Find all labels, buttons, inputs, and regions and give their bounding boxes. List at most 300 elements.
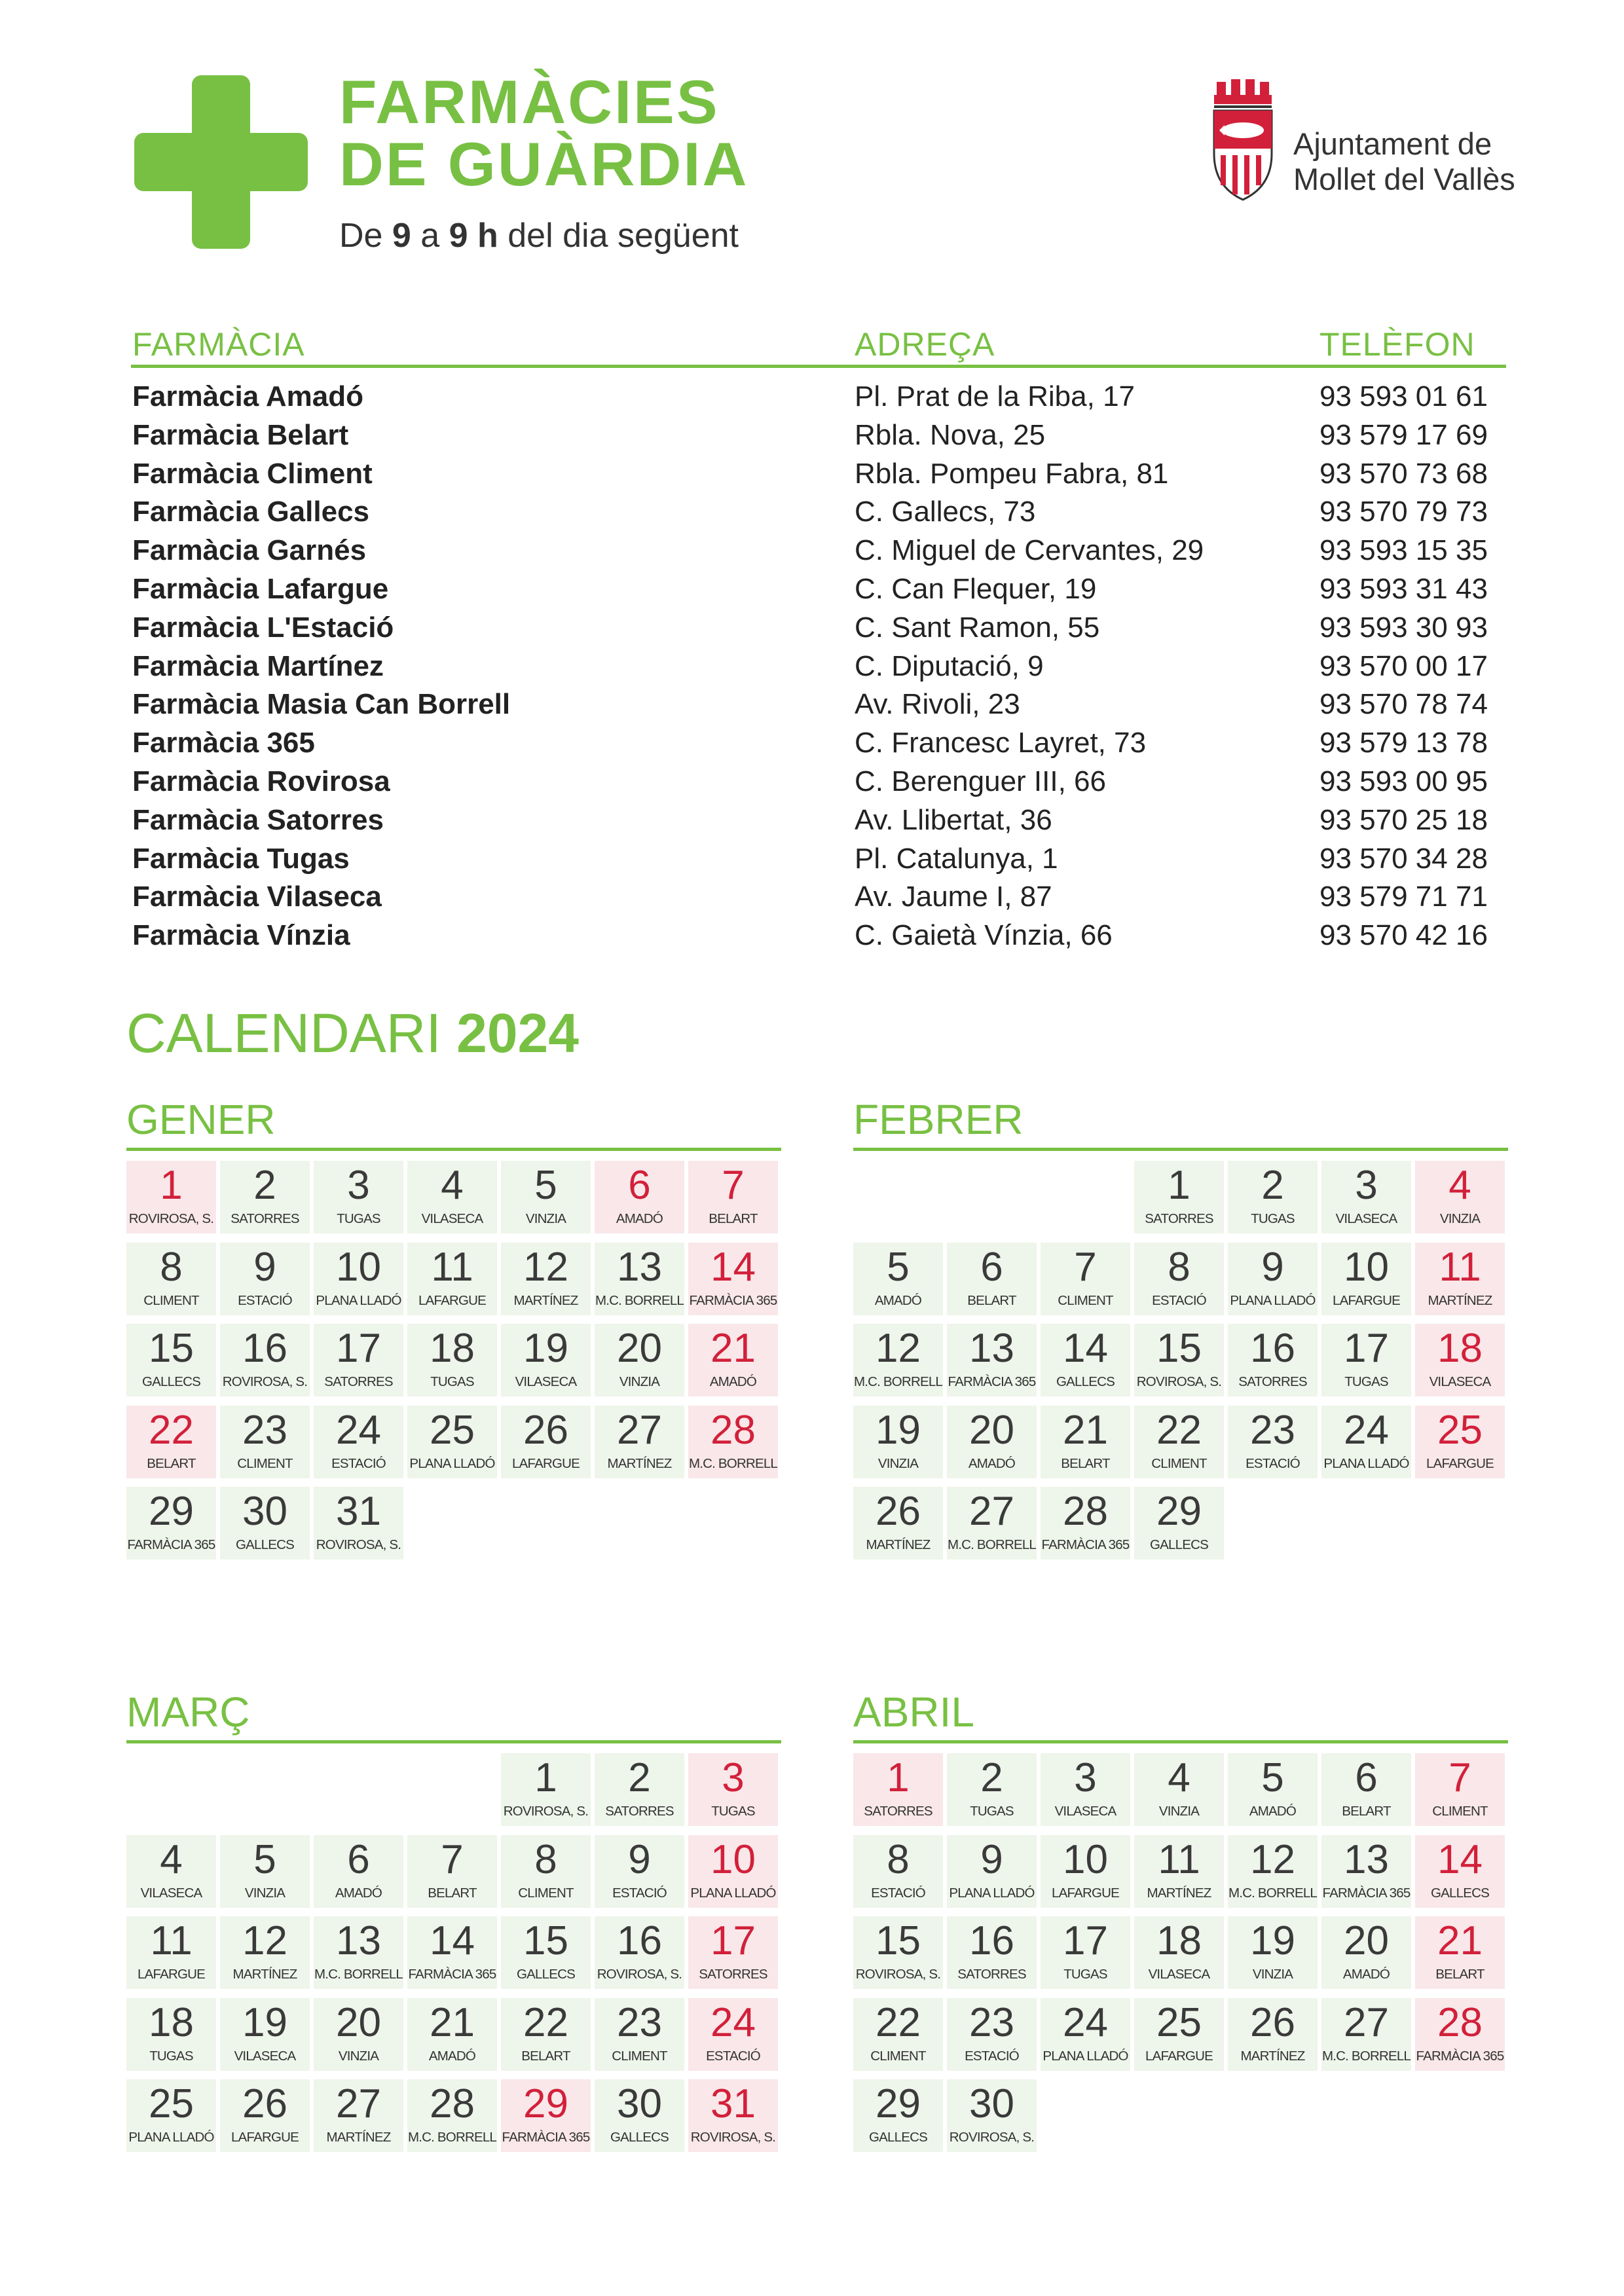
on-duty-pharmacy: AMADÓ [874,1292,922,1308]
subtitle-part: De [339,217,392,255]
on-duty-pharmacy: LAFARGUE [138,1967,205,1982]
on-duty-pharmacy: ROVIROSA, S. [690,2130,776,2145]
calendar-day [853,2079,943,2152]
calendar-day [1228,1243,1318,1315]
on-duty-pharmacy: LAFARGUE [418,1292,486,1308]
calendar-day [1134,1998,1224,2071]
day-number: 30 [617,2081,662,2126]
day-number: 9 [980,1836,1003,1882]
on-duty-pharmacy: TUGAS [337,1211,380,1226]
calendar-day [1134,1487,1224,1559]
day-number: 1 [160,1163,183,1208]
on-duty-pharmacy: TUGAS [711,1804,755,1819]
pharmacy-address: C. Berenguer III, 66 [855,765,1106,797]
calendar-day [501,1406,591,1478]
on-duty-pharmacy: M.C. BORRELL [1321,2048,1411,2064]
on-duty-pharmacy: PLANA LLADÓ [949,1885,1035,1901]
day-number: 12 [1250,1836,1295,1882]
calendar-day [947,1835,1037,1908]
calendar-day [595,1406,684,1478]
on-duty-pharmacy: SATORRES [1145,1211,1213,1226]
on-duty-pharmacy: ROVIROSA, S. [222,1374,308,1389]
pharmacy-address: Rbla. Nova, 25 [855,418,1046,451]
calendar-day [595,1243,684,1315]
calendar-day [595,2079,684,2152]
table-row [131,685,1506,724]
pharmacy-address: C. Diputació, 9 [855,649,1044,682]
calendar-year: 2024 [456,1002,579,1064]
calendar-day [220,1406,310,1478]
day-number: 8 [534,1836,557,1882]
day-number: 6 [628,1163,651,1208]
day-number: 6 [1355,1755,1378,1800]
pharmacy-phone: 93 570 79 73 [1320,496,1488,528]
on-duty-pharmacy: AMADÓ [968,1455,1016,1471]
pharmacy-name: Farmàcia Amadó [132,380,363,412]
on-duty-pharmacy: ESTACIÓ [331,1455,386,1471]
day-number: 28 [430,2081,475,2126]
day-number: 18 [430,1326,475,1371]
calendar-day [1228,1916,1318,1989]
calendar-day [501,1753,591,1826]
calendar-day [1041,1998,1130,2071]
pharmacy-address: Pl. Prat de la Riba, 17 [855,380,1135,412]
day-number: 7 [441,1836,464,1882]
pharmacy-name: Farmàcia Vilaseca [132,881,382,913]
calendar-day [1415,1998,1505,2071]
day-number: 8 [887,1836,910,1882]
day-number: 12 [242,1918,287,1963]
on-duty-pharmacy: M.C. BORRELL [314,1967,403,1982]
calendar-day [595,1161,684,1233]
day-number: 6 [347,1836,370,1882]
day-number: 26 [523,1407,568,1453]
calendar-day [947,1243,1037,1315]
on-duty-pharmacy: AMADÓ [616,1211,663,1226]
column-header-name: FARMÀCIA [132,326,305,363]
on-duty-pharmacy: MARTÍNEZ [866,1537,931,1552]
day-number: 24 [1344,1407,1389,1453]
day-number: 5 [1261,1755,1284,1800]
calendar-day [1041,1835,1130,1908]
on-duty-pharmacy: LAFARGUE [1052,1885,1119,1901]
calendar-day [1415,1916,1505,1989]
on-duty-pharmacy: BELART [1061,1455,1110,1471]
on-duty-pharmacy: LAFARGUE [512,1455,580,1471]
pharmacy-name: Farmàcia Climent [132,457,373,490]
logo-text [1293,126,1515,197]
calendar-day [688,1406,778,1478]
on-duty-pharmacy: ESTACIÓ [871,1885,925,1901]
calendar-day [1321,1324,1411,1396]
calendar-day [947,1324,1037,1396]
calendar-day [126,1916,216,1989]
pharmacy-phone: 93 593 00 95 [1320,765,1488,797]
on-duty-pharmacy: VILASECA [421,1211,483,1226]
day-number: 24 [1063,1999,1108,2045]
table-row [131,455,1506,494]
on-duty-pharmacy: FARMÀCIA 365 [1041,1537,1130,1552]
day-number: 22 [523,1999,568,2045]
day-number: 20 [969,1407,1014,1453]
month-divider [126,1740,781,1743]
calendar-title-text: CALENDARI [126,1002,457,1064]
day-number: 21 [710,1326,756,1371]
calendar-day [1228,1161,1318,1233]
day-number: 26 [242,2081,287,2126]
on-duty-pharmacy: TUGAS [149,2048,193,2064]
day-number: 13 [336,1918,381,1963]
day-number: 29 [1156,1489,1202,1534]
pharmacy-phone: 93 579 71 71 [1320,881,1488,913]
calendar-day [407,1324,497,1396]
day-number: 13 [1344,1836,1389,1882]
on-duty-pharmacy: ESTACIÓ [965,2048,1019,2064]
calendar-day [1134,1916,1224,1989]
table-row [131,532,1506,570]
pharmacy-phone: 93 570 73 68 [1320,457,1488,490]
calendar-day [314,1324,403,1396]
calendar-day [220,1324,310,1396]
on-duty-pharmacy: ESTACIÓ [1152,1292,1206,1308]
calendar-day [1415,1753,1505,1826]
subtitle-part: del dia següent [498,217,739,255]
calendar-day [853,1406,943,1478]
day-number: 25 [1156,1999,1202,2045]
calendar-day [1321,1161,1411,1233]
day-number: 16 [969,1918,1014,1963]
day-number: 26 [1250,1999,1295,2045]
calendar-day [1041,1487,1130,1559]
on-duty-pharmacy: AMADÓ [428,2048,476,2064]
on-duty-pharmacy: PLANA LLADÓ [1230,1292,1316,1308]
calendar-day [126,1324,216,1396]
on-duty-pharmacy: ESTACIÓ [238,1292,292,1308]
day-number: 2 [628,1755,651,1800]
calendar-day [1041,1406,1130,1478]
calendar-day [1228,1324,1318,1396]
on-duty-pharmacy: CLIMENT [1058,1292,1113,1308]
column-header-address: ADREÇA [855,326,995,363]
calendar-day [407,1406,497,1478]
pharmacy-address: Pl. Catalunya, 1 [855,842,1058,875]
pharmacy-name: Farmàcia Tugas [132,842,350,875]
on-duty-pharmacy: VILASECA [1429,1374,1491,1389]
pharmacy-phone: 93 593 30 93 [1320,611,1488,644]
day-number: 21 [430,1999,475,2045]
day-number: 3 [1355,1163,1378,1208]
day-number: 10 [1344,1244,1389,1290]
on-duty-pharmacy: PLANA LLADÓ [316,1292,401,1308]
on-duty-pharmacy: MARTÍNEZ [1147,1885,1211,1901]
calendar-day [853,1487,943,1559]
day-number: 13 [617,1244,662,1290]
calendar-day [1041,1324,1130,1396]
calendar-day [1415,1161,1505,1233]
on-duty-pharmacy: ROVIROSA, S. [316,1537,401,1552]
pharmacy-address: C. Miguel de Cervantes, 29 [855,534,1204,567]
pharmacy-name: Farmàcia 365 [132,727,315,759]
calendar-day [1228,1835,1318,1908]
ajuntament-logo [1205,75,1519,206]
calendar-day [688,2079,778,2152]
pharmacy-name: Farmàcia Belart [132,418,349,451]
on-duty-pharmacy: PLANA LLADÓ [409,1455,495,1471]
on-duty-pharmacy: GALLECS [1056,1374,1115,1389]
day-number: 9 [1261,1244,1284,1290]
calendar-day [595,1753,684,1826]
table-row [131,878,1506,917]
day-number: 2 [980,1755,1003,1800]
day-number: 13 [969,1326,1014,1371]
calendar-day [501,1243,591,1315]
calendar-day [688,1161,778,1233]
day-number: 11 [431,1244,473,1290]
day-number: 15 [876,1918,921,1963]
calendar-day [688,1998,778,2071]
on-duty-pharmacy: BELART [967,1292,1016,1308]
on-duty-pharmacy: ROVIROSA, S. [597,1967,682,1982]
on-duty-pharmacy: CLIMENT [237,1455,293,1471]
on-duty-pharmacy: VINZIA [877,1455,919,1471]
pharmacy-address: C. Gaietà Vínzia, 66 [855,919,1113,952]
calendar-day [947,1998,1037,2071]
day-number: 19 [1250,1918,1295,1963]
day-number: 24 [336,1407,381,1453]
on-duty-pharmacy: FARMÀCIA 365 [127,1537,215,1552]
calendar-title [126,1002,579,1065]
calendar-day [314,1243,403,1315]
on-duty-pharmacy: CLIMENT [1432,1804,1488,1819]
on-duty-pharmacy: FARMÀCIA 365 [1416,2048,1504,2064]
on-duty-pharmacy: CLIMENT [518,1885,574,1901]
calendar-day [947,2079,1037,2152]
calendar-day [1228,1753,1318,1826]
table-row [131,917,1506,955]
on-duty-pharmacy: GALLECS [142,1374,200,1389]
on-duty-pharmacy: GALLECS [1431,1885,1489,1901]
day-number: 2 [253,1163,276,1208]
day-number: 28 [1437,1999,1483,2045]
table-row [131,378,1506,416]
day-number: 3 [1074,1755,1097,1800]
pharmacy-address: Av. Rivoli, 23 [855,688,1020,721]
calendar-day [1134,1753,1224,1826]
on-duty-pharmacy: TUGAS [1063,1967,1107,1982]
day-number: 4 [441,1163,464,1208]
month-name: ABRIL [853,1688,974,1736]
logo-line-1: Ajuntament de [1293,126,1492,161]
on-duty-pharmacy: VILASECA [234,2048,296,2064]
calendar-day [501,1916,591,1989]
day-number: 27 [617,1407,662,1453]
on-duty-pharmacy: SATORRES [957,1967,1026,1982]
table-row [131,493,1506,532]
day-number: 22 [876,1999,921,2045]
table-row [131,647,1506,686]
schedule-subtitle [339,216,739,255]
on-duty-pharmacy: AMADÓ [335,1885,382,1901]
day-number: 1 [1168,1163,1190,1208]
month-divider [853,1740,1508,1743]
coat-of-arms-icon [1205,75,1283,206]
on-duty-pharmacy: VINZIA [338,2048,379,2064]
on-duty-pharmacy: SATORRES [324,1374,393,1389]
table-row [131,840,1506,879]
day-number: 18 [149,1999,194,2045]
on-duty-pharmacy: LAFARGUE [1333,1292,1400,1308]
day-number: 25 [1437,1407,1483,1453]
pharmacy-address: C. Can Flequer, 19 [855,572,1097,605]
pharmacy-address: C. Francesc Layret, 73 [855,727,1147,759]
calendar-day [595,1835,684,1908]
calendar-day [220,1835,310,1908]
day-number: 25 [149,2081,194,2126]
on-duty-pharmacy: CLIMENT [1151,1455,1207,1471]
on-duty-pharmacy: M.C. BORRELL [853,1374,943,1389]
table-row [131,801,1506,840]
calendar-day [407,1835,497,1908]
day-number: 23 [242,1407,287,1453]
on-duty-pharmacy: TUGAS [1251,1211,1295,1226]
subtitle-hour-end: 9 h [449,217,498,255]
table-row [131,416,1506,455]
calendar-day [1321,1835,1411,1908]
pharmacy-phone: 93 579 17 69 [1320,418,1488,451]
pharmacy-address: C. Gallecs, 73 [855,496,1036,528]
day-number: 30 [242,1489,287,1534]
on-duty-pharmacy: ESTACIÓ [1246,1455,1300,1471]
day-number: 29 [523,2081,568,2126]
day-number: 4 [1449,1163,1471,1208]
day-number: 19 [523,1326,568,1371]
pharmacy-address: Av. Llibertat, 36 [855,803,1052,836]
column-header-phone: TELÈFON [1320,326,1475,363]
pharmacy-address: Rbla. Pompeu Fabra, 81 [855,457,1169,490]
calendar-day [1228,1406,1318,1478]
on-duty-pharmacy: BELART [428,1885,477,1901]
day-number: 1 [887,1755,910,1800]
calendar-day [947,1487,1037,1559]
day-number: 12 [523,1244,568,1290]
day-number: 24 [710,1999,756,2045]
pharmacy-table [131,378,1506,955]
pharmacy-phone: 93 593 31 43 [1320,572,1488,605]
title-line-2: DE GUÀRDIA [339,130,749,198]
calendar-day [314,1406,403,1478]
day-number: 5 [253,1836,276,1882]
on-duty-pharmacy: VINZIA [619,1374,660,1389]
calendar-day [126,1835,216,1908]
on-duty-pharmacy: ROVIROSA, S. [949,2130,1035,2145]
day-number: 11 [1158,1836,1200,1882]
day-number: 28 [1063,1489,1108,1534]
calendar-day [126,1487,216,1559]
on-duty-pharmacy: FARMÀCIA 365 [502,2130,590,2145]
month-name: GENER [126,1096,276,1143]
month-name: MARÇ [126,1688,250,1736]
on-duty-pharmacy: ESTACIÓ [706,2048,760,2064]
calendar-day [853,1916,943,1989]
calendar-day [688,1753,778,1826]
day-number: 15 [523,1918,568,1963]
day-number: 25 [430,1407,475,1453]
day-number: 20 [617,1326,662,1371]
pharmacy-phone: 93 593 15 35 [1320,534,1488,567]
on-duty-pharmacy: VILASECA [140,1885,202,1901]
calendar-day [1041,1916,1130,1989]
pharmacy-phone: 93 593 01 61 [1320,380,1488,412]
day-number: 21 [1063,1407,1108,1453]
calendar-day [314,1998,403,2071]
day-number: 8 [160,1244,183,1290]
calendar-day [407,1916,497,1989]
calendar-day [220,1243,310,1315]
on-duty-pharmacy: BELART [147,1455,196,1471]
on-duty-pharmacy: TUGAS [970,1804,1014,1819]
month-divider [853,1148,1508,1151]
calendar-day [220,1916,310,1989]
on-duty-pharmacy: GALLECS [610,2130,669,2145]
on-duty-pharmacy: ROVIROSA, S. [855,1967,941,1982]
calendar-day [220,1998,310,2071]
day-number: 20 [1344,1918,1389,1963]
pharmacy-phone: 93 570 78 74 [1320,688,1488,721]
calendar-day [1134,1243,1224,1315]
calendar-day [1041,1243,1130,1315]
pharmacy-phone: 93 570 00 17 [1320,649,1488,682]
calendar-day [126,2079,216,2152]
calendar-day [853,1324,943,1396]
calendar-day [220,1161,310,1233]
day-number: 17 [1063,1918,1108,1963]
on-duty-pharmacy: M.C. BORRELL [407,2130,497,2145]
on-duty-pharmacy: ROVIROSA, S. [1136,1374,1222,1389]
calendar-day [853,1753,943,1826]
day-number: 14 [1063,1326,1108,1371]
calendar-day [1415,1835,1505,1908]
day-number: 17 [710,1918,756,1963]
table-header-divider [131,365,1506,368]
on-duty-pharmacy: VILASECA [515,1374,577,1389]
table-row [131,570,1506,609]
day-number: 3 [722,1755,745,1800]
calendar-day [220,2079,310,2152]
day-number: 29 [149,1489,194,1534]
on-duty-pharmacy: M.C. BORRELL [947,1537,1037,1552]
calendar-day [407,1998,497,2071]
on-duty-pharmacy: VILASECA [1335,1211,1397,1226]
day-number: 6 [980,1244,1003,1290]
day-number: 15 [1156,1326,1202,1371]
calendar-day [126,1998,216,2071]
subtitle-part: a [411,217,449,255]
day-number: 23 [617,1999,662,2045]
on-duty-pharmacy: PLANA LLADÓ [690,1885,776,1901]
calendar-day [853,1243,943,1315]
on-duty-pharmacy: MARTÍNEZ [1428,1292,1492,1308]
on-duty-pharmacy: ROVIROSA, S. [503,1804,589,1819]
day-number: 2 [1261,1163,1284,1208]
on-duty-pharmacy: FARMÀCIA 365 [1322,1885,1411,1901]
day-number: 14 [710,1244,756,1290]
on-duty-pharmacy: VINZIA [244,1885,286,1901]
on-duty-pharmacy: MARTÍNEZ [326,2130,391,2145]
calendar-day [314,1916,403,1989]
day-number: 16 [242,1326,287,1371]
calendar-day [314,1835,403,1908]
on-duty-pharmacy: LAFARGUE [1426,1455,1494,1471]
